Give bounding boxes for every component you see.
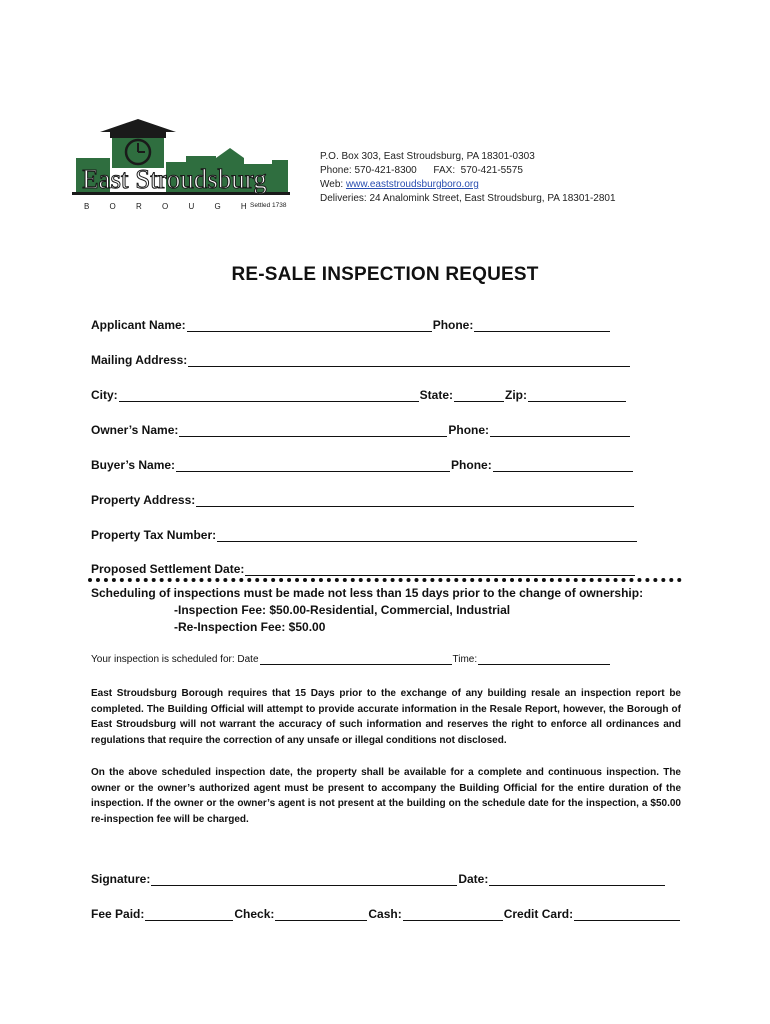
phone-field-3[interactable] (493, 458, 633, 472)
settlement-row (91, 562, 636, 576)
scheduled-date-field[interactable] (260, 654, 452, 665)
requirements-paragraph: East Stroudsburg Borough requires that 15 Days prior to the exchange of any building resale an inspection report be completed. The Building Official will attempt to provide accurate information in the Resale Report, however, the Borough of East Stroudsburg will not warrant the accuracy of such information and reserves the right to enforce all ordinances and regulations that require the correction of any unsafe or illegal conditions not disclosed. (91, 688, 681, 746)
buyers-name-label: Buyer’s Name: (91, 458, 176, 472)
settlement-date-label: Proposed Settlement Date: (91, 562, 245, 576)
borough-logo-graphic (70, 118, 298, 214)
phone-label-3: Phone: (451, 458, 492, 472)
web-link[interactable]: www.eaststroudsburgboro.org (345, 179, 479, 190)
state-label: State: (419, 388, 454, 402)
owners-name-field[interactable] (179, 423, 447, 437)
phone-field-1[interactable] (474, 318, 610, 332)
schedule-row (91, 654, 611, 665)
buyer-row (91, 458, 634, 472)
check-field[interactable] (275, 907, 367, 921)
city-row (91, 388, 627, 402)
buyers-name-field[interactable] (176, 458, 450, 472)
time-label: Time: (452, 654, 478, 665)
city-field[interactable] (119, 388, 419, 402)
credit-card-field[interactable] (574, 907, 680, 921)
property-tax-label: Property Tax Number: (91, 528, 217, 542)
date-field[interactable] (489, 872, 665, 886)
signature-row (91, 872, 666, 886)
city-label: City: (91, 388, 118, 402)
state-field[interactable] (454, 388, 504, 402)
phone-label-2: Phone: (448, 423, 490, 437)
deliveries-line: Deliveries: 24 Analomink Street, East Stroudsburg, PA 18301-2801 (320, 193, 616, 204)
mailing-address-field[interactable] (188, 353, 630, 367)
payment-row (91, 907, 681, 921)
applicant-name-label: Applicant Name: (91, 318, 186, 332)
borough-logo (70, 118, 298, 214)
phone-field-2[interactable] (490, 423, 630, 437)
web-label: Web: (320, 179, 346, 190)
scheduling-notice: Scheduling of inspections must be made not less than 15 days prior to the change of ownership: (91, 586, 644, 600)
property-address-row (91, 493, 635, 507)
address-line: P.O. Box 303, East Stroudsburg, PA 18301-0303 (320, 151, 535, 162)
property-address-label: Property Address: (91, 493, 196, 507)
dotted-divider (88, 578, 682, 582)
applicant-row (91, 318, 611, 332)
property-tax-field[interactable] (217, 528, 637, 542)
date-label: Date: (458, 872, 489, 886)
page-title: RE-SALE INSPECTION REQUEST (231, 264, 539, 285)
property-tax-row (91, 528, 638, 542)
zip-field[interactable] (528, 388, 626, 402)
applicant-name-field[interactable] (187, 318, 432, 332)
property-address-field[interactable] (196, 493, 634, 507)
fee-paid-label: Fee Paid: (91, 907, 145, 921)
scheduled-for-label: Your inspection is scheduled for: Date (91, 654, 259, 665)
phone-fax-line: Phone: 570-421-8300 FAX: 570-421-5575 (320, 165, 523, 176)
logo-text: East Stroudsburg (82, 164, 267, 194)
settlement-date-field[interactable] (245, 562, 635, 576)
signature-label: Signature: (91, 872, 151, 886)
mailing-row (91, 353, 631, 367)
cash-label: Cash: (368, 907, 402, 921)
web-line (320, 178, 616, 192)
logo-settled: Settled 1738 (250, 202, 287, 209)
logo-sub: B O R O U G H (84, 202, 256, 211)
reinspection-fee: -Re-Inspection Fee: $50.00 (174, 620, 326, 634)
fee-paid-field[interactable] (145, 907, 233, 921)
phone-label-1: Phone: (432, 318, 474, 332)
zip-label: Zip: (505, 388, 528, 402)
owner-row (91, 423, 631, 437)
check-label: Check: (234, 907, 275, 921)
mailing-address-label: Mailing Address: (91, 353, 188, 367)
inspection-fee: -Inspection Fee: $50.00-Residential, Commercial, Industrial (174, 603, 511, 617)
signature-field[interactable] (151, 872, 457, 886)
availability-paragraph: On the above scheduled inspection date, the property shall be available for a complete and continuous inspection. The owner or the owner’s authorized agent must be present to accompany the Building Official for the entire duration of the inspection. If the owner or the owner’s agent is not present at the building on the schedule date for the inspection, a $50.00 re-inspection fee will be charged. (91, 767, 681, 825)
cash-field[interactable] (403, 907, 503, 921)
time-field[interactable] (478, 654, 610, 665)
credit-card-label: Credit Card: (503, 907, 574, 921)
owners-name-label: Owner’s Name: (91, 423, 179, 437)
contact-block (320, 150, 616, 206)
